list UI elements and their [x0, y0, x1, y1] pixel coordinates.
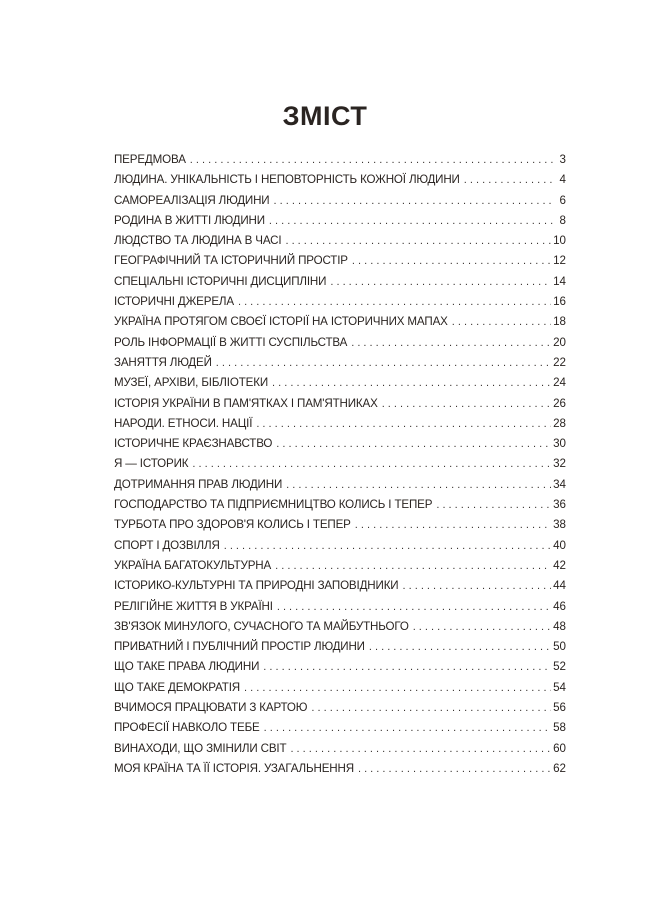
- toc-row: [114, 191, 566, 211]
- toc-page-number: 18: [553, 315, 566, 329]
- toc-row: [114, 251, 566, 271]
- toc-dot-leader: [290, 739, 551, 759]
- toc-entry-title: ІСТОРІЯ УКРАЇНИ В ПАМ'ЯТКАХ І ПАМ'ЯТНИКАХ: [114, 396, 378, 410]
- toc-row: [114, 414, 566, 434]
- toc-entry-title: ТУРБОТА ПРО ЗДОРОВ'Я КОЛИСЬ І ТЕПЕР: [114, 518, 351, 532]
- toc-entry-title: ЛЮДСТВО ТА ЛЮДИНА В ЧАСІ: [114, 234, 282, 248]
- toc-entry-title: УКРАЇНА БАГАТОКУЛЬТУРНА: [114, 558, 272, 572]
- toc-row: [114, 698, 566, 718]
- toc-dot-leader: [436, 495, 551, 515]
- toc-entry-title: ГОСПОДАРСТВО ТА ПІДПРИЄМНИЦТВО КОЛИСЬ І ТЕПЕР: [114, 498, 433, 512]
- toc-row: [114, 597, 566, 617]
- toc-page-number: 16: [553, 295, 566, 309]
- toc-dot-leader: [190, 150, 554, 170]
- toc-row: [114, 333, 566, 353]
- toc-row: [114, 170, 566, 190]
- toc-row: [114, 536, 566, 556]
- toc-dot-leader: [277, 597, 551, 617]
- toc-row: [114, 312, 566, 332]
- toc-row: [114, 434, 566, 454]
- toc-page-number: 30: [553, 437, 566, 451]
- toc-row: [114, 556, 566, 576]
- toc-entry-title: ПРОФЕСІЇ НАВКОЛО ТЕБЕ: [114, 721, 260, 735]
- toc-dot-leader: [358, 759, 551, 779]
- toc-page-number: 8: [559, 213, 566, 227]
- toc-page-number: 62: [553, 761, 566, 775]
- toc-dot-leader: [311, 698, 551, 718]
- toc-entry-title: НАРОДИ. ЕТНОСИ. НАЦІЇ: [114, 416, 253, 430]
- toc-page-number: 34: [553, 477, 566, 491]
- toc-row: [114, 231, 566, 251]
- toc-page-number: 4: [559, 173, 566, 187]
- toc-page-number: 46: [553, 599, 566, 613]
- toc-dot-leader: [272, 373, 551, 393]
- toc-row: [114, 739, 566, 759]
- toc-page-number: 32: [553, 457, 566, 471]
- toc-entry-title: ІСТОРИКО-КУЛЬТУРНІ ТА ПРИРОДНІ ЗАПОВІДНИКИ: [114, 579, 399, 593]
- toc-entry-title: ІСТОРИЧНЕ КРАЄЗНАВСТВО: [114, 437, 273, 451]
- toc-row: [114, 637, 566, 657]
- toc-entry-title: ЗАНЯТТЯ ЛЮДЕЙ: [114, 355, 212, 369]
- toc-dot-leader: [369, 637, 551, 657]
- toc-entry-title: ЛЮДИНА. УНІКАЛЬНІСТЬ І НЕПОВТОРНІСТЬ КОЖНОЇ ЛЮДИНИ: [114, 173, 460, 187]
- toc-page-number: 44: [553, 579, 566, 593]
- toc-dot-leader: [192, 454, 551, 474]
- page-title: ЗМІСТ: [282, 101, 368, 131]
- toc-page-number: 58: [553, 721, 566, 735]
- toc-page-number: 24: [553, 376, 566, 390]
- toc-entry-title: ІСТОРИЧНІ ДЖЕРЕЛА: [114, 295, 234, 309]
- toc-row: [114, 353, 566, 373]
- toc-dot-leader: [330, 272, 551, 292]
- toc-entry-title: ПЕРЕДМОВА: [114, 153, 186, 166]
- toc-entry-title: ЗВ'ЯЗОК МИНУЛОГО, СУЧАСНОГО ТА МАЙБУТНЬОГО: [114, 619, 409, 633]
- toc-dot-leader: [264, 718, 551, 738]
- toc-dot-leader: [285, 231, 551, 251]
- toc-row: [114, 272, 566, 292]
- toc-entry-title: РОДИНА В ЖИТТІ ЛЮДИНИ: [114, 213, 265, 227]
- toc-page-number: 42: [553, 558, 566, 572]
- toc-dot-leader: [274, 191, 555, 211]
- toc-row: [114, 759, 566, 779]
- toc-page-number: 52: [553, 660, 566, 674]
- toc-row: [114, 475, 566, 495]
- toc-page-number: 40: [553, 538, 566, 552]
- toc-page-number: 12: [553, 254, 566, 268]
- toc-page-number: 28: [553, 416, 566, 430]
- toc-dot-leader: [244, 678, 551, 698]
- toc-entry-title: УКРАЇНА ПРОТЯГОМ СВОЄЇ ІСТОРІЇ НА ІСТОРИЧНИХ МАПАХ: [114, 315, 448, 329]
- toc-dot-leader: [464, 170, 554, 190]
- toc-page-number: 20: [553, 335, 566, 349]
- toc-dot-leader: [275, 556, 551, 576]
- toc-dot-leader: [355, 515, 551, 535]
- toc-entry-title: ЩО ТАКЕ ПРАВА ЛЮДИНИ: [114, 660, 260, 674]
- toc-row: [114, 211, 566, 231]
- toc-entry-title: САМОРЕАЛІЗАЦІЯ ЛЮДИНИ: [114, 193, 270, 207]
- toc-entry-title: МУЗЕЇ, АРХІВИ, БІБЛІОТЕКИ: [114, 376, 269, 390]
- toc-row: [114, 394, 566, 414]
- toc-page-number: 6: [559, 193, 566, 207]
- toc-entry-title: ВЧИМОСЯ ПРАЦЮВАТИ З КАРТОЮ: [114, 701, 308, 715]
- toc-page-number: 60: [553, 741, 566, 755]
- toc-row: [114, 150, 566, 170]
- toc-page-number: 50: [553, 640, 566, 654]
- toc-entry-title: СПЕЦІАЛЬНІ ІСТОРИЧНІ ДИСЦИПЛІНИ: [114, 274, 327, 288]
- toc-row: [114, 718, 566, 738]
- toc-dot-leader: [276, 434, 551, 454]
- toc-dot-leader: [452, 312, 551, 332]
- toc-row: [114, 454, 566, 474]
- toc-entry-title: СПОРТ І ДОЗВІЛЛЯ: [114, 538, 220, 552]
- toc-row: [114, 678, 566, 698]
- toc-row: [114, 576, 566, 596]
- toc-dot-leader: [286, 475, 551, 495]
- toc-page-number: 14: [553, 274, 566, 288]
- toc-dot-leader: [352, 251, 551, 271]
- toc-dot-leader: [256, 414, 551, 434]
- toc-dot-leader: [216, 353, 551, 373]
- toc-entry-title: РОЛЬ ІНФОРМАЦІЇ В ЖИТТІ СУСПІЛЬСТВА: [114, 335, 348, 349]
- toc-dot-leader: [413, 617, 551, 637]
- toc-row: [114, 373, 566, 393]
- toc-row: [114, 657, 566, 677]
- toc-page-number: 22: [553, 355, 566, 369]
- toc-page-number: 10: [553, 234, 566, 248]
- toc-entry-title: Я — ІСТОРИК: [114, 457, 189, 471]
- table-of-contents: [114, 150, 566, 779]
- toc-entry-title: РЕЛІГІЙНЕ ЖИТТЯ В УКРАЇНІ: [114, 599, 273, 613]
- toc-entry-title: ДОТРИМАННЯ ПРАВ ЛЮДИНИ: [114, 477, 283, 491]
- toc-dot-leader: [382, 394, 551, 414]
- toc-row: [114, 515, 566, 535]
- toc-page-number: 3: [559, 153, 566, 166]
- toc-row: [114, 617, 566, 637]
- toc-page-number: 36: [553, 498, 566, 512]
- toc-dot-leader: [351, 333, 551, 353]
- toc-entry-title: ГЕОГРАФІЧНИЙ ТА ІСТОРИЧНИЙ ПРОСТІР: [114, 254, 348, 268]
- toc-row: [114, 495, 566, 515]
- toc-dot-leader: [224, 536, 551, 556]
- toc-page-number: 48: [553, 619, 566, 633]
- toc-dot-leader: [269, 211, 554, 231]
- toc-entry-title: ЩО ТАКЕ ДЕМОКРАТІЯ: [114, 680, 241, 694]
- toc-dot-leader: [402, 576, 551, 596]
- toc-page-number: 26: [553, 396, 566, 410]
- toc-entry-title: МОЯ КРАЇНА ТА ЇЇ ІСТОРІЯ. УЗАГАЛЬНЕННЯ: [114, 761, 354, 775]
- toc-page-number: 54: [553, 680, 566, 694]
- toc-entry-title: ПРИВАТНИЙ І ПУБЛІЧНИЙ ПРОСТІР ЛЮДИНИ: [114, 640, 365, 654]
- toc-dot-leader: [238, 292, 551, 312]
- toc-page-number: 56: [553, 701, 566, 715]
- toc-page-number: 38: [553, 518, 566, 532]
- toc-row: [114, 292, 566, 312]
- toc-dot-leader: [263, 657, 551, 677]
- toc-entry-title: ВИНАХОДИ, ЩО ЗМІНИЛИ СВІТ: [114, 741, 287, 755]
